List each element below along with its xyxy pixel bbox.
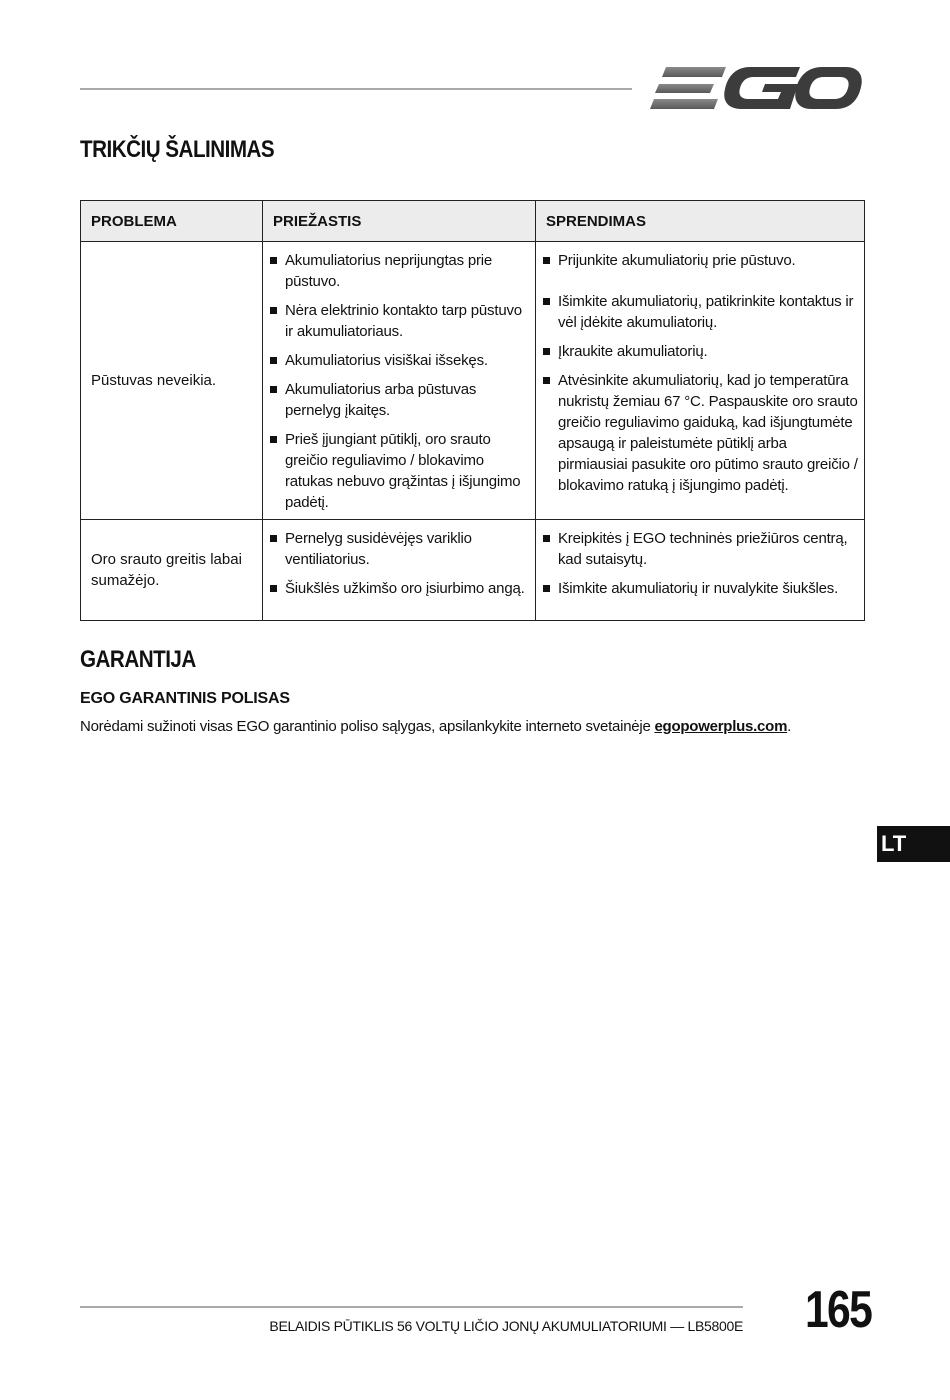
solution-item: Išimkite akumuliatorių, patikrinkite kontaktus ir vėl įdėkite akumuliatorių.: [542, 291, 860, 333]
problem-cell: Oro srauto greitis labai sumažėjo.: [81, 520, 263, 621]
table-row: [81, 520, 865, 621]
solution-item: Prijunkite akumuliatorių prie pūstuvo.: [542, 250, 860, 271]
page-number: 165: [804, 1281, 872, 1339]
ego-logo: [650, 64, 862, 112]
warranty-title: GARANTIJA: [80, 646, 196, 673]
solution-item: Įkraukite akumuliatorių.: [542, 341, 860, 362]
cause-item: Prieš įjungiant pūtiklį, oro srauto greičio reguliavimo / blokavimo ratukas nebuvo grąžintas į išjungimo padėtį.: [269, 429, 531, 513]
footer-title: BELAIDIS PŪTIKLIS 56 VOLTŲ LIČIO JONŲ AKUMULIATORIUMI — LB5800E: [269, 1318, 743, 1334]
warranty-subtitle: EGO GARANTINIS POLISAS: [80, 690, 290, 707]
cause-item: Pernelyg susidėvėjęs variklio ventiliatorius.: [269, 528, 531, 570]
cause-cell: [263, 520, 536, 621]
column-header-problem: PROBLEMA: [81, 201, 263, 242]
troubleshooting-title: TRIKČIŲ ŠALINIMAS: [80, 136, 275, 163]
warranty-text-before: Norėdami sužinoti visas EGO garantinio poliso sąlygas, apsilankykite interneto svetainėje: [80, 718, 655, 735]
header-rule: [80, 88, 632, 90]
table-row: [81, 242, 865, 520]
warranty-text-after: .: [787, 718, 792, 735]
cause-item: Nėra elektrinio kontakto tarp pūstuvo ir akumuliatoriaus.: [269, 300, 531, 342]
solution-item: Kreipkitės į EGO techninės priežiūros centrą, kad sutaisytų.: [542, 528, 860, 570]
problem-cell: Pūstuvas neveikia.: [81, 242, 263, 520]
solution-item: Išimkite akumuliatorių ir nuvalykite šiukšles.: [542, 578, 860, 599]
language-tab: LT: [877, 826, 950, 862]
cause-cell: [263, 242, 536, 520]
table-header-row: [81, 201, 865, 242]
troubleshooting-table: [80, 200, 865, 621]
cause-item: Akumuliatorius arba pūstuvas pernelyg įkaitęs.: [269, 379, 531, 421]
footer-rule: [80, 1306, 743, 1308]
solution-cell: [536, 242, 865, 520]
solution-cell: [536, 520, 865, 621]
column-header-solution: SPRENDIMAS: [536, 201, 865, 242]
warranty-text: [80, 718, 880, 735]
solution-item: Atvėsinkite akumuliatorių, kad jo temperatūra nukristų žemiau 67 °C. Paspauskite oro srauto greičio reguliavimo gaiduką, kad išjungtumėte apsaugą ir paleistumėte pūtiklį arba pirmiausiai pasukite oro pūtimo srauto greičio / blokavimo ratuką į išjungimo padėtį.: [542, 370, 860, 496]
warranty-website-link[interactable]: egopowerplus.com: [654, 718, 788, 735]
column-header-cause: PRIEŽASTIS: [263, 201, 536, 242]
cause-item: Akumuliatorius neprijungtas prie pūstuvo.: [269, 250, 531, 292]
cause-item: Šiukšlės užkimšo oro įsiurbimo angą.: [269, 578, 531, 599]
cause-item: Akumuliatorius visiškai išsekęs.: [269, 350, 531, 371]
